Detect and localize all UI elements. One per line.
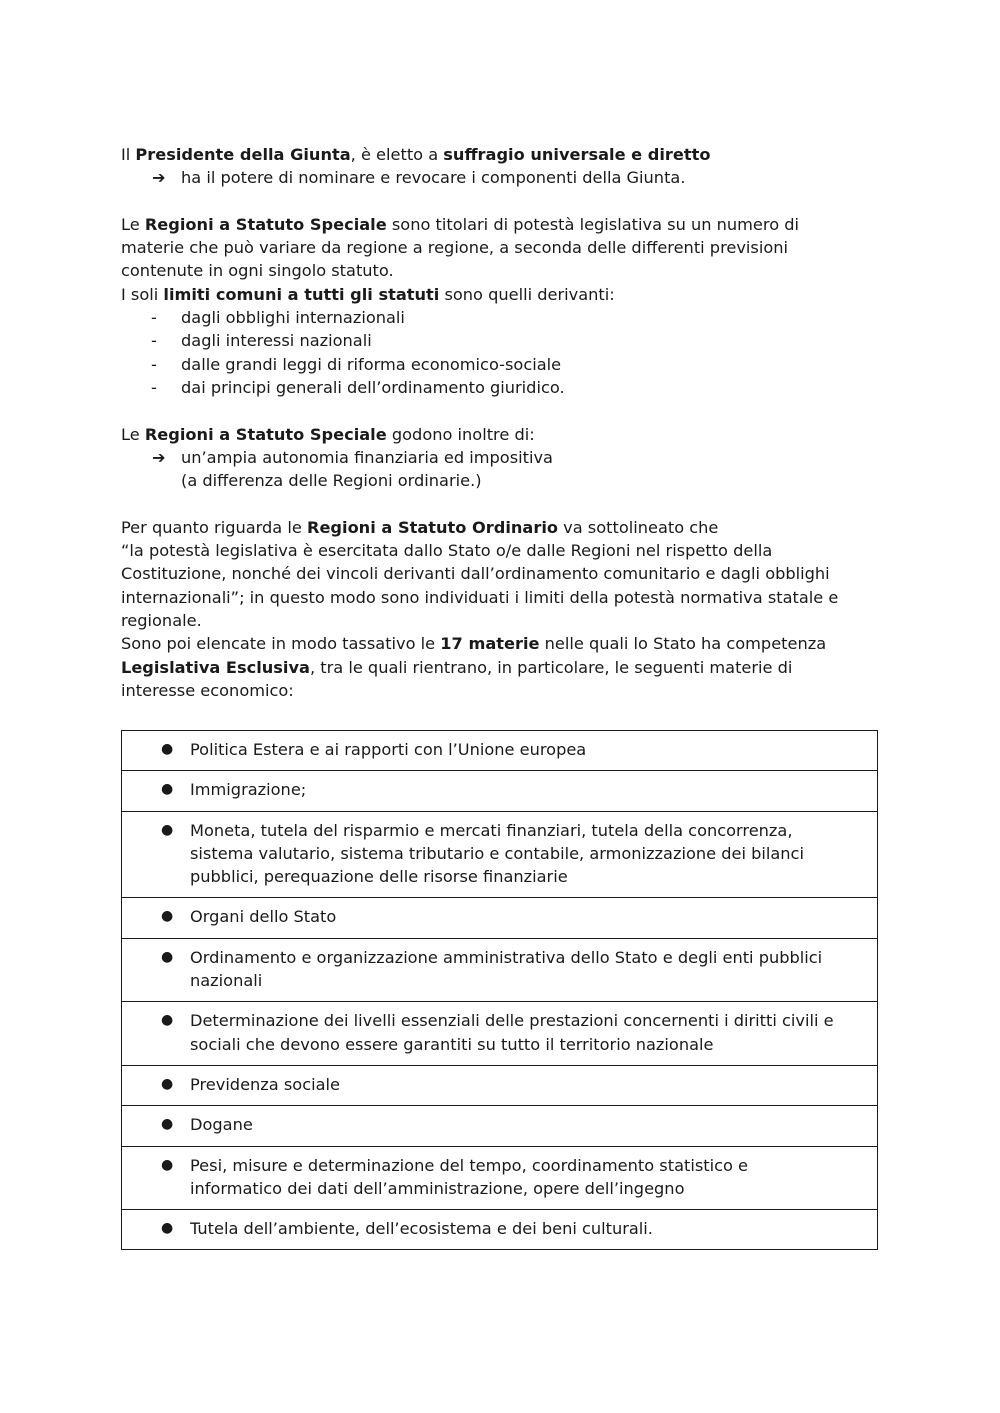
table-row: ● Immigrazione; bbox=[122, 771, 878, 811]
bold-term: Presidente della Giunta bbox=[135, 145, 351, 164]
text-line: materie che può variare da regione a regione, a seconda delle differenti previsioni bbox=[121, 238, 789, 258]
list-item: - dagli obblighi internazionali bbox=[121, 306, 881, 329]
text-line: interesse economico: bbox=[121, 680, 294, 700]
arrow-item bbox=[121, 166, 881, 189]
text-line: Sono poi elencate in modo tassativo le 17 materie nelle quali lo Stato ha competenza bbox=[121, 634, 827, 654]
arrow-item-text: ha il potere di nominare e revocare i componenti della Giunta. bbox=[181, 168, 686, 188]
table-row: ● Organi dello Stato bbox=[122, 898, 878, 938]
text-line: Legislativa Esclusiva, tra le quali rientrano, in particolare, le seguenti materie di bbox=[121, 657, 793, 677]
arrow-item: ➔ un’ampia autonomia finanziaria ed impositiva bbox=[121, 446, 881, 469]
paragraph-statuto-ordinario: Per quanto riguarda le Regioni a Statuto Ordinario va sottolineato che bbox=[121, 517, 719, 537]
dash-marker: - bbox=[151, 354, 157, 374]
table-row: ● Previdenza sociale bbox=[122, 1065, 878, 1105]
paragraph-autonomia: Le Regioni a Statuto Speciale godono inoltre di: bbox=[121, 424, 535, 444]
bold-term: Regioni a Statuto Speciale bbox=[144, 214, 387, 234]
bold-term: Legislativa Esclusiva bbox=[121, 657, 310, 677]
table-row: ● Dogane bbox=[122, 1106, 878, 1146]
dash-marker: - bbox=[151, 377, 157, 397]
list-item: - dagli interessi nazionali bbox=[121, 329, 881, 352]
text-line: “la potestà legislativa è esercitata dallo Stato o/e dalle Regioni nel rispetto della bbox=[121, 541, 773, 561]
table-row: ● Determinazione dei livelli essenziali delle prestazioni concernenti i diritti civili e sociali che devono essere garantiti su tutto il territorio nazionale bbox=[122, 1002, 878, 1066]
table-row: ● Moneta, tutela del risparmio e mercati finanziari, tutela della concorrenza, sistema valutario, sistema tributario e contabile, armonizzazione dei bilanci pubblici, perequazione delle risorse finanziarie bbox=[122, 811, 878, 898]
list-item: - dai principi generali dell’ordinamento giuridico. bbox=[121, 376, 881, 399]
bullet-icon: ● bbox=[161, 741, 174, 757]
dash-marker: - bbox=[151, 331, 157, 351]
arrow-icon: ➔ bbox=[152, 447, 166, 467]
bold-term: limiti comuni a tutti gli statuti bbox=[163, 284, 440, 304]
bullet-icon: ● bbox=[161, 1220, 174, 1237]
table-row: ● Ordinamento e organizzazione amministrativa dello Stato e degli enti pubblici nazionali bbox=[122, 938, 878, 1002]
table-row: ● Politica Estera e ai rapporti con l’Unione europea bbox=[122, 731, 878, 771]
materie-table bbox=[121, 730, 878, 1250]
bullet-icon: ● bbox=[161, 1012, 174, 1029]
bullet-icon: ● bbox=[161, 781, 174, 798]
table-row: ● Pesi, misure e determinazione del tempo, coordinamento statistico e informatico dei dati dell’amministrazione, opere dell’ingegno bbox=[122, 1146, 878, 1210]
bullet-icon: ● bbox=[161, 908, 174, 925]
text-line: Costituzione, nonché dei vincoli derivanti dall’ordinamento comunitario e dagli obblighi bbox=[121, 564, 830, 584]
bold-term: Regioni a Statuto Speciale bbox=[144, 424, 387, 444]
text-line: I soli limiti comuni a tutti gli statuti sono quelli derivanti: bbox=[121, 284, 615, 304]
text-line: internazionali”; in questo modo sono individuati i limiti della potestà normativa statale e bbox=[121, 587, 839, 607]
bullet-icon: ● bbox=[161, 821, 174, 838]
paragraph-statuto-speciale: Le Regioni a Statuto Speciale sono titolari di potestà legislativa su un numero di bbox=[121, 214, 800, 234]
bullet-icon: ● bbox=[161, 948, 174, 965]
dash-marker: - bbox=[151, 308, 157, 328]
bold-term: Regioni a Statuto Ordinario bbox=[306, 517, 559, 537]
list-item: - dalle grandi leggi di riforma economico-sociale bbox=[121, 353, 881, 376]
paragraph-presidente bbox=[121, 143, 881, 166]
bullet-icon: ● bbox=[161, 1075, 174, 1092]
text: Il bbox=[121, 145, 136, 164]
text-line: contenute in ogni singolo statuto. bbox=[121, 261, 394, 281]
text: , è eletto a bbox=[350, 145, 444, 164]
bold-term: suffragio universale e diretto bbox=[443, 145, 711, 164]
text-line: regionale. bbox=[121, 610, 202, 630]
table-row: ● Tutela dell’ambiente, dell’ecosistema e dei beni culturali. bbox=[122, 1210, 878, 1250]
arrow-item-continuation: (a differenza delle Regioni ordinarie.) bbox=[181, 471, 482, 491]
bold-term: 17 materie bbox=[440, 634, 540, 654]
arrow-icon: ➔ bbox=[152, 168, 166, 188]
bullet-icon: ● bbox=[161, 1116, 174, 1133]
bullet-icon: ● bbox=[161, 1156, 174, 1173]
document-body bbox=[121, 143, 881, 702]
